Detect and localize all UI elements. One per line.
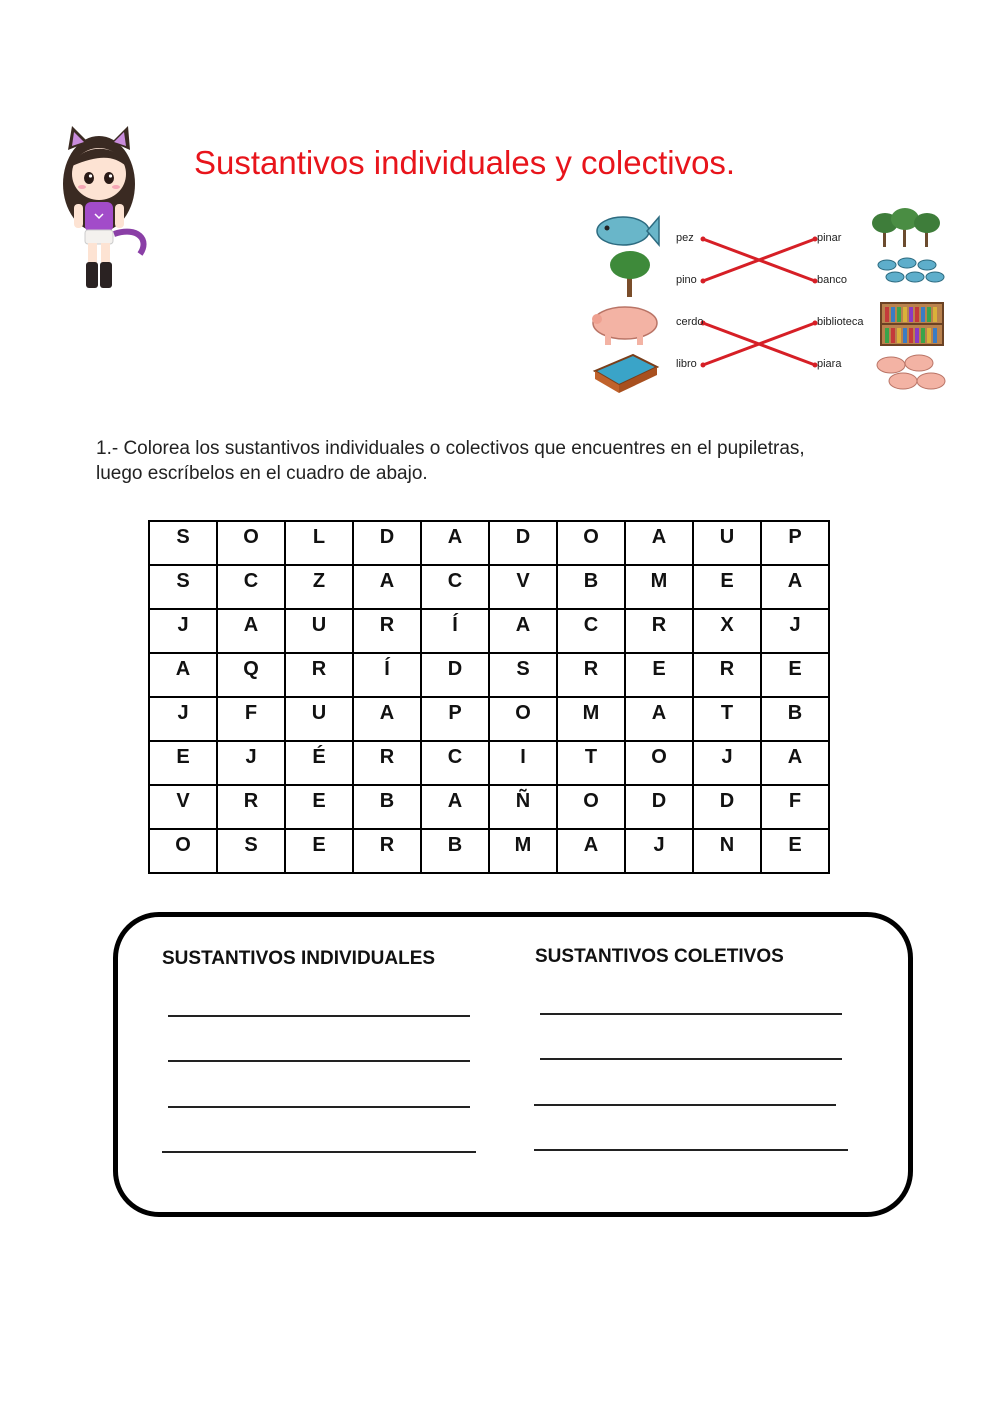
individual-answer-line-3[interactable] <box>168 1106 470 1108</box>
word-left-3: cerdo <box>676 316 704 328</box>
grid-cell[interactable]: Í <box>421 609 489 653</box>
grid-cell[interactable]: Ñ <box>489 785 557 829</box>
grid-row <box>149 653 829 697</box>
grid-cell[interactable]: U <box>285 609 353 653</box>
grid-cell[interactable]: A <box>217 609 285 653</box>
grid-cell[interactable]: E <box>285 829 353 873</box>
grid-cell[interactable]: T <box>557 741 625 785</box>
grid-cell[interactable]: N <box>693 829 761 873</box>
grid-cell[interactable]: A <box>625 521 693 565</box>
grid-cell[interactable]: B <box>421 829 489 873</box>
collective-answer-line-4[interactable] <box>534 1149 848 1151</box>
grid-cell[interactable]: O <box>149 829 217 873</box>
grid-cell[interactable]: D <box>693 785 761 829</box>
word-right-2: banco <box>817 274 847 286</box>
grid-cell[interactable]: T <box>693 697 761 741</box>
grid-row <box>149 609 829 653</box>
fish-icon <box>597 217 659 245</box>
grid-cell[interactable]: J <box>149 697 217 741</box>
grid-cell[interactable]: U <box>285 697 353 741</box>
grid-cell[interactable]: Z <box>285 565 353 609</box>
instructions: 1.- Colorea los sustantivos individuales o colectivos que encuentres en el pupiletras, luego escríbelos en el cuadro de abajo. <box>96 438 805 484</box>
grid-cell[interactable]: D <box>353 521 421 565</box>
grid-cell[interactable]: A <box>421 785 489 829</box>
grid-cell[interactable]: R <box>353 741 421 785</box>
grid-cell[interactable]: Í <box>353 653 421 697</box>
grid-cell[interactable]: C <box>421 741 489 785</box>
grid-cell[interactable]: O <box>557 785 625 829</box>
grid-cell[interactable]: V <box>489 565 557 609</box>
grid-row <box>149 785 829 829</box>
word-left-1: pez <box>676 232 694 244</box>
grid-cell[interactable]: R <box>557 653 625 697</box>
grid-cell[interactable]: S <box>489 653 557 697</box>
matching-example <box>585 205 957 397</box>
grid-cell[interactable]: E <box>761 829 829 873</box>
grid-cell[interactable]: S <box>217 829 285 873</box>
word-right-3: biblioteca <box>817 316 864 328</box>
grid-cell[interactable]: B <box>353 785 421 829</box>
grid-cell[interactable]: P <box>761 521 829 565</box>
grid-cell[interactable]: A <box>421 521 489 565</box>
grid-cell[interactable]: A <box>625 697 693 741</box>
grid-cell[interactable]: A <box>353 565 421 609</box>
grid-cell[interactable]: A <box>149 653 217 697</box>
grid-cell[interactable]: J <box>217 741 285 785</box>
grid-cell[interactable]: R <box>625 609 693 653</box>
grid-cell[interactable]: M <box>489 829 557 873</box>
individual-answer-line-4[interactable] <box>162 1151 476 1153</box>
grid-cell[interactable]: C <box>217 565 285 609</box>
collective-answer-line-1[interactable] <box>540 1013 842 1015</box>
grid-cell[interactable]: V <box>149 785 217 829</box>
tree-icon <box>610 251 650 297</box>
grid-row <box>149 697 829 741</box>
grid-cell[interactable]: P <box>421 697 489 741</box>
grid-cell[interactable]: B <box>761 697 829 741</box>
grid-cell[interactable]: J <box>149 609 217 653</box>
grid-cell[interactable]: C <box>421 565 489 609</box>
grid-cell[interactable]: S <box>149 521 217 565</box>
grid-cell[interactable]: S <box>149 565 217 609</box>
grid-cell[interactable]: A <box>761 741 829 785</box>
grid-cell[interactable]: I <box>489 741 557 785</box>
grid-cell[interactable]: E <box>761 653 829 697</box>
grid-cell[interactable]: A <box>489 609 557 653</box>
grid-cell[interactable]: D <box>625 785 693 829</box>
grid-cell[interactable]: E <box>693 565 761 609</box>
grid-cell[interactable]: É <box>285 741 353 785</box>
grid-cell[interactable]: U <box>693 521 761 565</box>
herd-of-pigs-icon <box>877 355 945 389</box>
grid-cell[interactable]: J <box>761 609 829 653</box>
grid-cell[interactable]: B <box>557 565 625 609</box>
individual-answer-line-1[interactable] <box>168 1015 470 1017</box>
grid-cell[interactable]: E <box>625 653 693 697</box>
collective-heading: SUSTANTIVOS COLETIVOS <box>535 946 784 967</box>
grid-row <box>149 521 829 565</box>
grid-cell[interactable]: D <box>421 653 489 697</box>
answer-box <box>113 912 913 1217</box>
grid-cell[interactable]: M <box>557 697 625 741</box>
grid-cell[interactable]: R <box>217 785 285 829</box>
bookshelf-icon <box>881 303 943 345</box>
collective-answer-line-2[interactable] <box>540 1058 842 1060</box>
grid-cell[interactable]: O <box>217 521 285 565</box>
grid-cell[interactable]: A <box>353 697 421 741</box>
grid-cell[interactable]: M <box>625 565 693 609</box>
grid-cell[interactable]: F <box>761 785 829 829</box>
grid-cell[interactable]: O <box>489 697 557 741</box>
grid-cell[interactable]: R <box>693 653 761 697</box>
word-left-4: libro <box>676 358 697 370</box>
grid-cell[interactable]: D <box>489 521 557 565</box>
match-lines <box>703 239 815 365</box>
school-of-fish-icon <box>878 258 944 282</box>
individual-heading: SUSTANTIVOS INDIVIDUALES <box>162 948 436 969</box>
cat-girl-illustration <box>52 122 152 292</box>
word-right-4: piara <box>817 358 842 370</box>
grid-cell[interactable]: X <box>693 609 761 653</box>
word-search-grid <box>148 520 830 874</box>
page-title: Sustantivos individuales y colectivos. <box>194 144 736 181</box>
grid-row <box>149 565 829 609</box>
grid-cell[interactable]: C <box>557 609 625 653</box>
collective-answer-line-3[interactable] <box>534 1104 836 1106</box>
grid-cell[interactable]: A <box>761 565 829 609</box>
grid-cell[interactable]: O <box>625 741 693 785</box>
grid-cell[interactable]: F <box>217 697 285 741</box>
grid-cell[interactable]: L <box>285 521 353 565</box>
grid-cell[interactable]: A <box>557 829 625 873</box>
word-left-2: pino <box>676 274 697 286</box>
grid-cell[interactable]: E <box>149 741 217 785</box>
forest-icon <box>872 208 940 247</box>
book-icon <box>595 355 657 393</box>
pig-icon <box>592 307 657 345</box>
grid-row <box>149 829 829 873</box>
grid-cell[interactable]: R <box>353 829 421 873</box>
grid-cell[interactable]: R <box>285 653 353 697</box>
grid-cell[interactable]: J <box>625 829 693 873</box>
word-right-1: pinar <box>817 232 842 244</box>
individual-answer-line-2[interactable] <box>168 1060 470 1062</box>
grid-cell[interactable]: E <box>285 785 353 829</box>
grid-cell[interactable]: O <box>557 521 625 565</box>
grid-cell[interactable]: Q <box>217 653 285 697</box>
grid-cell[interactable]: J <box>693 741 761 785</box>
grid-row <box>149 741 829 785</box>
grid-cell[interactable]: R <box>353 609 421 653</box>
